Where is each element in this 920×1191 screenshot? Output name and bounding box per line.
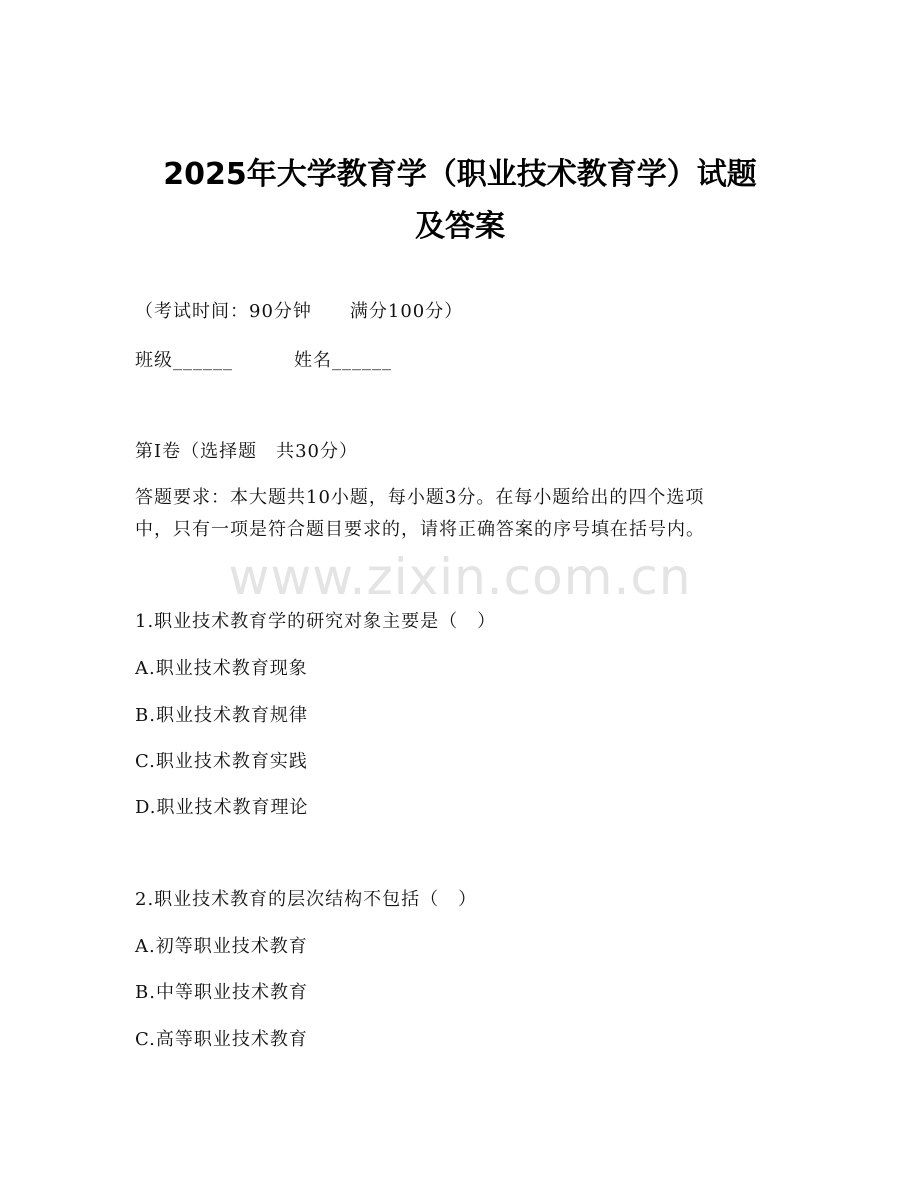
watermark: www.zixin.com.cn [228, 548, 692, 606]
document-title-line-2: 及答案 [415, 209, 505, 244]
instructions-line-2: 中，只有一项是符合题目要求的，请将正确答案的序号填在括号内。 [135, 519, 705, 540]
question-1-option-c: C.职业技术教育实践 [135, 751, 308, 772]
question-2-option-b: B.中等职业技术教育 [135, 982, 308, 1003]
question-1-option-d: D.职业技术教育理论 [135, 797, 309, 818]
class-field: 班级______ [135, 350, 233, 371]
question-1-option-b: B.职业技术教育规律 [135, 705, 308, 726]
instructions-line-1: 答题要求：本大题共10小题，每小题3分。在每小题给出的四个选项 [135, 487, 705, 508]
name-field: 姓名______ [294, 350, 392, 371]
exam-info: （考试时间：90分钟 满分100分） [135, 301, 464, 322]
document-title-line-1: 2025年大学教育学（职业技术教育学）试题 [163, 157, 757, 192]
question-2-option-c: C.高等职业技术教育 [135, 1029, 308, 1050]
question-2-stem: 2.职业技术教育的层次结构不包括（ ） [135, 889, 478, 910]
section-heading: 第Ⅰ卷（选择题 共30分） [135, 441, 359, 462]
question-1-option-a: A.职业技术教育现象 [135, 658, 308, 679]
question-2-option-a: A.初等职业技术教育 [135, 936, 308, 957]
question-1-stem: 1.职业技术教育学的研究对象主要是（ ） [135, 611, 497, 632]
